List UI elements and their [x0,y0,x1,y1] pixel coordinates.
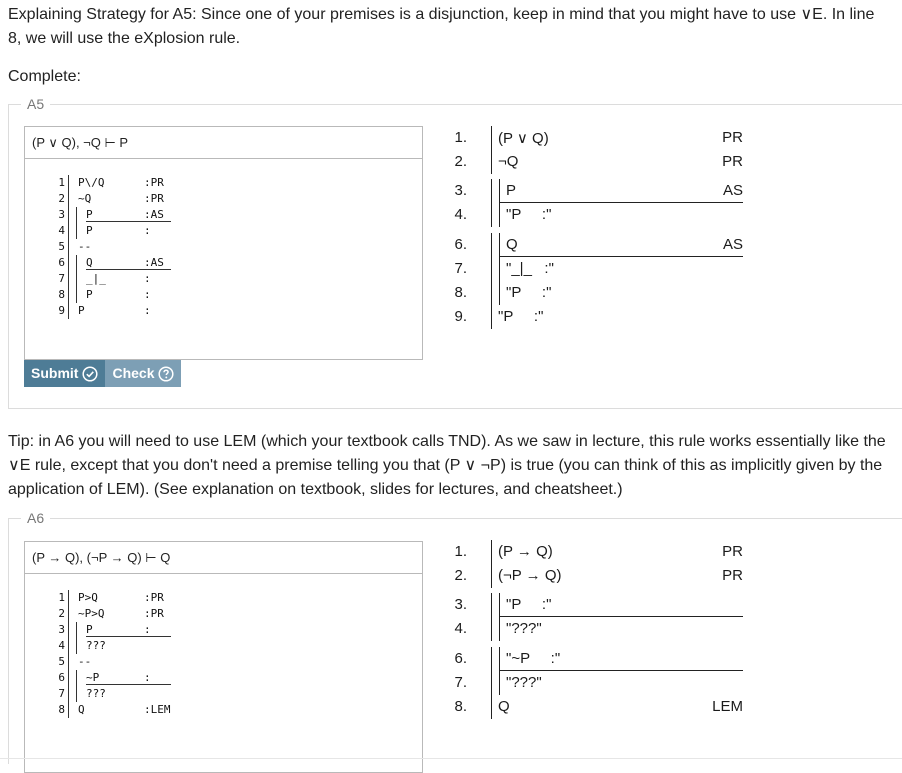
code-gutter-bar [68,175,69,191]
exercise-a5-legend: A5 [21,96,50,112]
proof-line [449,647,749,671]
code-line [25,670,422,686]
proof-subproof-bar [499,257,500,281]
proof-line [449,203,749,227]
proof-outer-bar [491,540,492,564]
code-formula: P [86,224,93,237]
code-assumption-underline [86,269,171,270]
code-line-number: 3 [58,208,65,221]
code-assumption-underline [86,636,171,637]
proof-line-number: 6. [454,236,467,253]
proof-line-number: 4. [454,206,467,223]
proof-line [449,233,749,257]
proof-line-number: 2. [454,567,467,584]
proof-outer-bar [491,647,492,671]
check-button-label: Check [112,365,155,381]
proof-formula: "P :" [506,206,552,223]
proof-subproof-bar [499,233,500,257]
code-line-number: 5 [58,655,65,668]
code-line-number: 6 [58,671,65,684]
proof-line-number: 6. [454,650,467,667]
code-subproof-bar [76,638,77,654]
code-justification: : [144,224,151,237]
proof-subproof-bar [499,281,500,305]
strategy-explanation: Explaining Strategy for A5: Since one of your premises is a disjunction, keep in mind that you might have to use ∨E. In line 8, we will use the eXplosion rule. [8,6,875,47]
proof-line [449,281,749,305]
proof-line [449,695,749,719]
proof-subproof-bar [499,647,500,671]
code-formula: ~P [86,671,100,684]
code-line-number: 7 [58,272,65,285]
code-line-number: 9 [58,304,65,317]
code-gutter-bar [68,287,69,303]
tip-text: Tip: in A6 you will need to use LEM (which your textbook calls TND). As we saw in lecture, this rule works essentially like the ∨E rule, except that you don't need a premise telling you that (P ∨ ¬P) is true (you can think of this as implicitly given by the application of LEM). (See explanation on textbook, slides for lectures, and cheatsheet.) [8,433,886,498]
code-line-number: 4 [58,639,65,652]
proof-line [449,257,749,281]
code-assumption-underline [86,684,171,685]
code-gutter-bar [68,590,69,606]
question-circle-icon [158,366,174,382]
proof-justification: PR [722,543,743,560]
code-line [25,207,422,223]
code-line [25,686,422,702]
proof-subproof-bar [499,593,500,617]
code-line [25,287,422,303]
code-gutter-bar [68,255,69,271]
code-line [25,622,422,638]
code-formula: Q [78,703,85,716]
proof-formula: "P :" [506,284,552,301]
code-justification: :PR [144,176,164,189]
code-formula: P [86,623,93,636]
proof-formula: "???" [506,620,542,637]
code-line [25,175,422,191]
code-justification: : [144,671,151,684]
code-gutter-bar [68,207,69,223]
proof-formula: ¬Q [498,153,519,170]
proof-outer-bar [491,617,492,641]
proof-formula: (P → Q) [498,543,553,560]
proof-line [449,540,749,564]
a6-sequent: (P → Q), (¬P → Q) ⊢ Q [25,542,422,574]
proof-outer-bar [491,305,492,329]
code-gutter-bar [68,670,69,686]
proof-formula: "_|_ :" [506,260,554,277]
proof-line [449,305,749,329]
code-line [25,255,422,271]
code-line [25,606,422,622]
proof-formula: P [506,182,517,199]
proof-outer-bar [491,564,492,588]
proof-formula: "P :" [506,596,552,613]
proof-justification: AS [722,236,743,253]
proof-line-number: 8. [454,698,467,715]
code-line [25,303,422,319]
proof-line-number: 4. [454,620,467,637]
code-gutter-bar [68,638,69,654]
complete-label: Complete: [8,68,81,85]
code-subproof-bar [76,271,77,287]
code-assumption-underline [86,221,171,222]
code-formula: -- [78,240,92,253]
code-subproof-bar [76,287,77,303]
code-line-number: 1 [58,591,65,604]
proof-line-number: 3. [454,182,467,199]
proof-outer-bar [491,257,492,281]
a5-code-area[interactable] [25,175,422,319]
proof-outer-bar [491,695,492,719]
proof-subproof-bar [499,617,500,641]
proof-line-number: 7. [454,260,467,277]
code-justification: :PR [144,607,164,620]
code-subproof-bar [76,622,77,638]
code-line-number: 1 [58,176,65,189]
code-line [25,702,422,718]
proof-justification: AS [722,182,743,199]
a5-sequent: (P ∨ Q), ¬Q ⊢ P [25,127,422,159]
code-gutter-bar [68,686,69,702]
proof-outer-bar [491,150,492,174]
proof-formula: Q [498,698,510,715]
code-formula: P [78,304,85,317]
proof-outer-bar [491,233,492,257]
proof-justification: PR [722,567,743,584]
code-line-number: 8 [58,703,65,716]
code-subproof-bar [76,223,77,239]
code-formula: _|_ [86,272,106,285]
check-button[interactable] [105,360,181,387]
proof-formula: "P :" [498,308,544,325]
proof-line-number: 8. [454,284,467,301]
exercise-a5-panel [8,96,902,409]
exercise-a6-legend: A6 [21,510,50,526]
proof-justification: PR [722,153,743,170]
code-subproof-bar [76,686,77,702]
code-formula: ~P>Q [78,607,105,620]
proof-formula: (P ∨ Q) [498,130,549,147]
code-justification: : [144,272,151,285]
code-line-number: 4 [58,224,65,237]
proof-outer-bar [491,179,492,203]
code-justification: :AS [144,208,164,221]
code-formula: P\/Q [78,176,105,189]
code-line-number: 7 [58,687,65,700]
proof-justification: PR [722,129,743,146]
proof-formula: "???" [506,674,542,691]
proof-line [449,126,749,150]
code-justification: :PR [144,192,164,205]
a6-proof-editor[interactable] [24,541,423,773]
code-formula: -- [78,655,92,668]
code-gutter-bar [68,223,69,239]
proof-line-number: 9. [454,308,467,325]
proof-outer-bar [491,671,492,695]
code-justification: :AS [144,256,164,269]
exercise-a6-panel [8,510,902,764]
code-gutter-bar [68,271,69,287]
proof-outer-bar [491,126,492,150]
submit-button[interactable] [24,360,105,387]
proof-line-number: 3. [454,596,467,613]
proof-outer-bar [491,593,492,617]
code-line-number: 3 [58,623,65,636]
proof-subproof-bar [499,179,500,203]
code-line [25,590,422,606]
proof-line-number: 2. [454,153,467,170]
code-gutter-bar [68,303,69,319]
proof-outer-bar [491,203,492,227]
code-line [25,638,422,654]
proof-line [449,593,749,617]
code-gutter-bar [68,654,69,670]
proof-formula: Q [506,236,518,253]
code-justification: : [144,288,151,301]
proof-line-number: 1. [454,129,467,146]
check-circle-icon [82,366,98,382]
proof-line [449,179,749,203]
code-formula: Q [86,256,93,269]
proof-line [449,564,749,588]
code-line [25,191,422,207]
proof-subproof-bar [499,671,500,695]
proof-line-number: 7. [454,674,467,691]
code-gutter-bar [68,622,69,638]
code-line-number: 6 [58,256,65,269]
submit-button-label: Submit [31,365,79,381]
code-subproof-bar [76,670,77,686]
a5-button-group [24,360,181,387]
code-gutter-bar [68,606,69,622]
code-gutter-bar [68,702,69,718]
code-justification: : [144,623,151,636]
code-line-number: 8 [58,288,65,301]
code-line [25,223,422,239]
code-line-number: 2 [58,192,65,205]
proof-line [449,671,749,695]
code-formula: ??? [86,687,106,700]
proof-justification: LEM [712,698,743,715]
proof-formula: (¬P → Q) [498,567,562,584]
code-formula: ??? [86,639,106,652]
proof-outer-bar [491,281,492,305]
proof-line [449,150,749,174]
code-line-number: 2 [58,607,65,620]
code-formula: P [86,288,93,301]
code-line-number: 5 [58,240,65,253]
code-gutter-bar [68,239,69,255]
a6-code-area[interactable] [25,590,422,718]
code-gutter-bar [68,191,69,207]
code-formula: P [86,208,93,221]
code-formula: ~Q [78,192,92,205]
code-line [25,654,422,670]
code-subproof-bar [76,207,77,223]
code-formula: P>Q [78,591,98,604]
code-subproof-bar [76,255,77,271]
code-line [25,239,422,255]
code-justification: : [144,304,151,317]
proof-subproof-bar [499,203,500,227]
proof-line-number: 1. [454,543,467,560]
code-justification: :PR [144,591,164,604]
proof-line [449,617,749,641]
code-line [25,271,422,287]
code-justification: :LEM [144,703,171,716]
proof-formula: "~P :" [506,650,561,667]
a5-proof-editor[interactable] [24,126,423,360]
